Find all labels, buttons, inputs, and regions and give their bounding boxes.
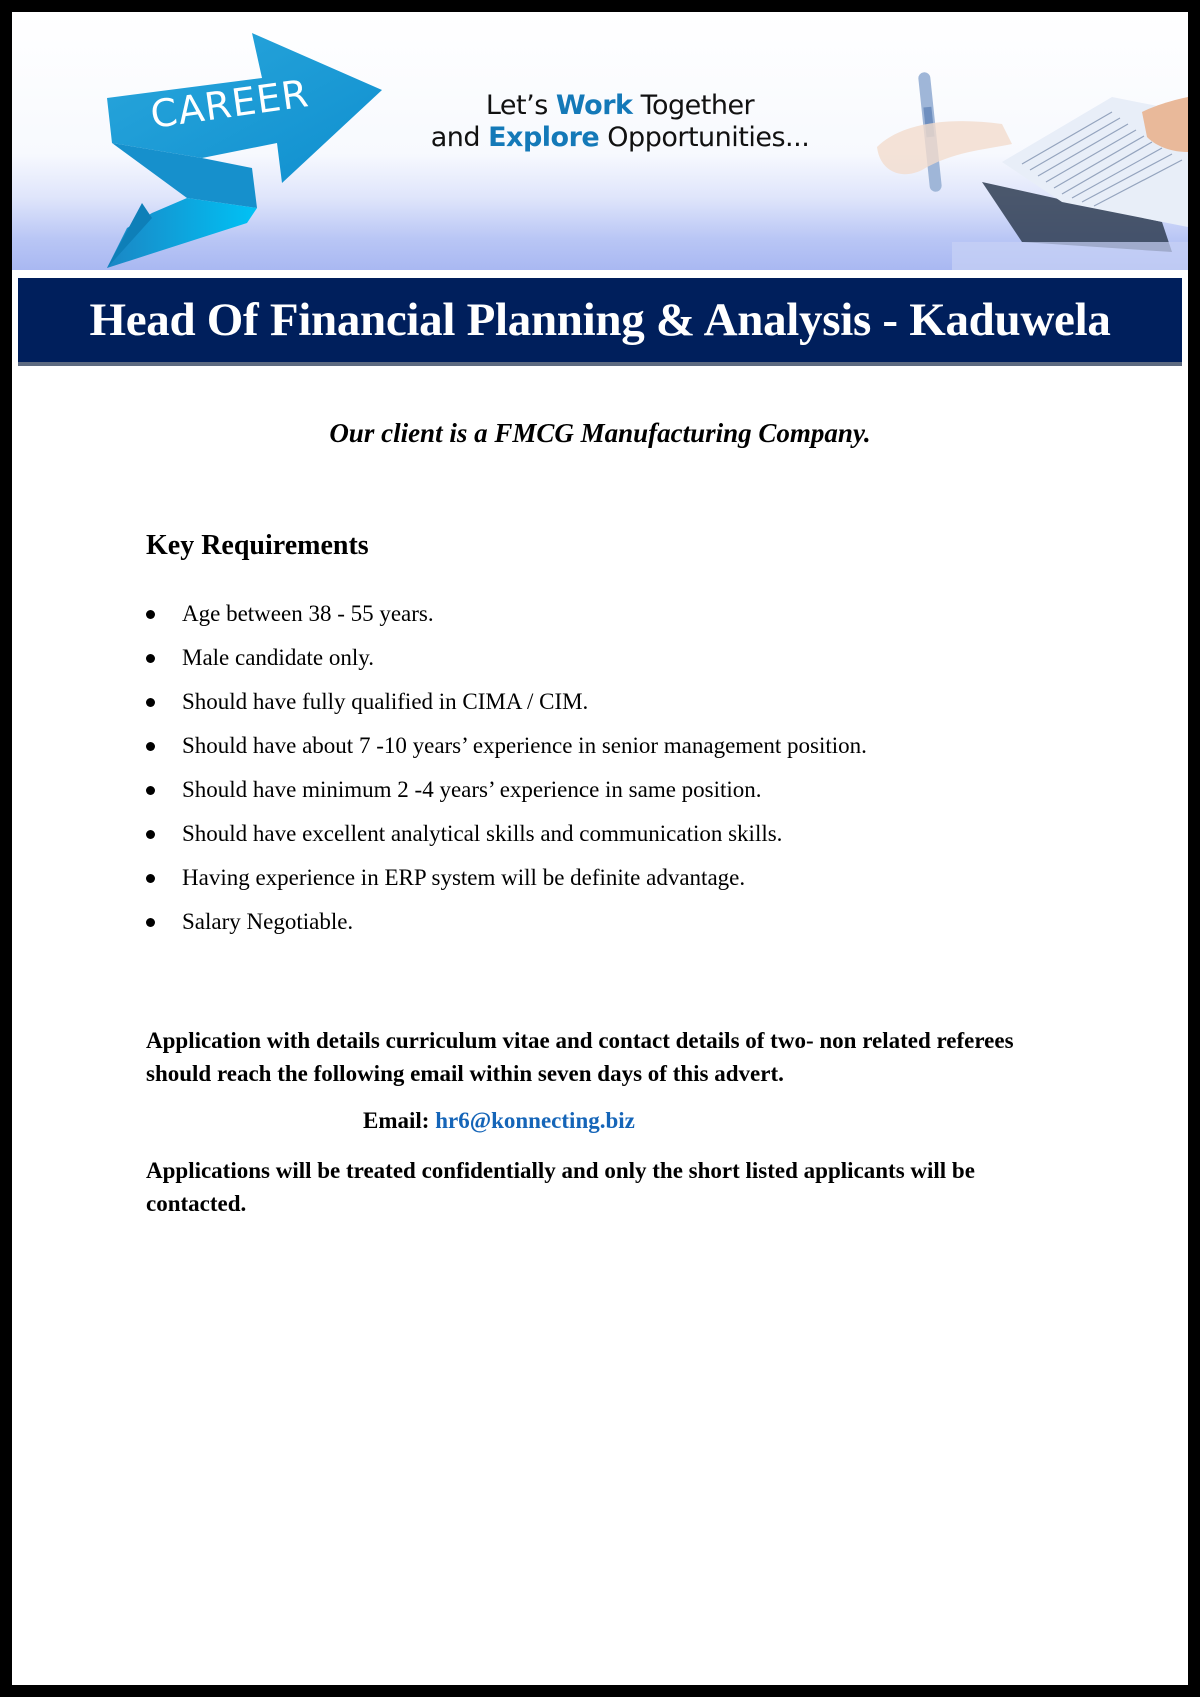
- bullet-icon: [146, 742, 155, 751]
- bullet-icon: [146, 874, 155, 883]
- requirement-text: Should have excellent analytical skills and communication skills.: [182, 821, 783, 846]
- confidentiality-note: Applications will be treated confidentially and only the short listed applicants will be contacted.: [146, 1158, 975, 1216]
- tagline-highlight-explore: Explore: [488, 122, 600, 153]
- requirement-text: Salary Negotiable.: [182, 909, 354, 934]
- career-banner: [12, 12, 1188, 270]
- career-arrow-icon: [82, 18, 402, 268]
- bullet-icon: [146, 610, 155, 619]
- requirement-text: Having experience in ERP system will be definite advantage.: [182, 865, 746, 890]
- career-label: CAREER: [147, 71, 312, 137]
- email-label: Email:: [363, 1108, 430, 1133]
- list-item: [146, 856, 867, 900]
- job-title-bar: [18, 278, 1182, 366]
- list-item: [146, 768, 867, 812]
- tagline-highlight-work: Work: [555, 90, 633, 121]
- list-item: [146, 636, 867, 680]
- requirement-text: Age between 38 - 55 years.: [182, 601, 434, 626]
- bullet-icon: [146, 918, 155, 927]
- tagline-text: Let’s: [485, 90, 556, 121]
- email-line: [363, 1108, 635, 1134]
- email-link[interactable]: hr6@konnecting.biz: [435, 1108, 635, 1133]
- list-item: [146, 812, 867, 856]
- tagline-text: Together: [632, 90, 755, 121]
- requirements-list: [146, 592, 867, 944]
- tagline-line-2: [400, 122, 840, 154]
- application-instructions: Application with details curriculum vitae and contact details of two- non related referees should reach the following email within seven days of this advert.: [146, 1028, 1014, 1086]
- key-requirements-heading: Key Requirements: [146, 530, 369, 561]
- tagline-text: Opportunities...: [599, 122, 810, 153]
- client-statement: Our client is a FMCG Manufacturing Company.: [329, 418, 871, 448]
- hands-with-document-image: [862, 52, 1188, 270]
- requirement-text: Male candidate only.: [182, 645, 375, 670]
- requirement-text: Should have minimum 2 -4 years’ experience in same position.: [182, 777, 762, 802]
- job-advert-page: [12, 12, 1188, 1685]
- requirement-text: Should have fully qualified in CIMA / CIM.: [182, 689, 589, 714]
- tagline-line-1: [400, 90, 840, 122]
- banner-tagline: [400, 90, 840, 154]
- bullet-icon: [146, 786, 155, 795]
- bullet-icon: [146, 830, 155, 839]
- list-item: [146, 592, 867, 636]
- job-title: Head Of Financial Planning & Analysis - Kaduwela: [89, 294, 1111, 346]
- requirement-text: Should have about 7 -10 years’ experience in senior management position.: [182, 733, 867, 758]
- list-item: [146, 900, 867, 944]
- list-item: [146, 680, 867, 724]
- bullet-icon: [146, 654, 155, 663]
- bullet-icon: [146, 698, 155, 707]
- tagline-text: and: [430, 122, 489, 153]
- list-item: [146, 724, 867, 768]
